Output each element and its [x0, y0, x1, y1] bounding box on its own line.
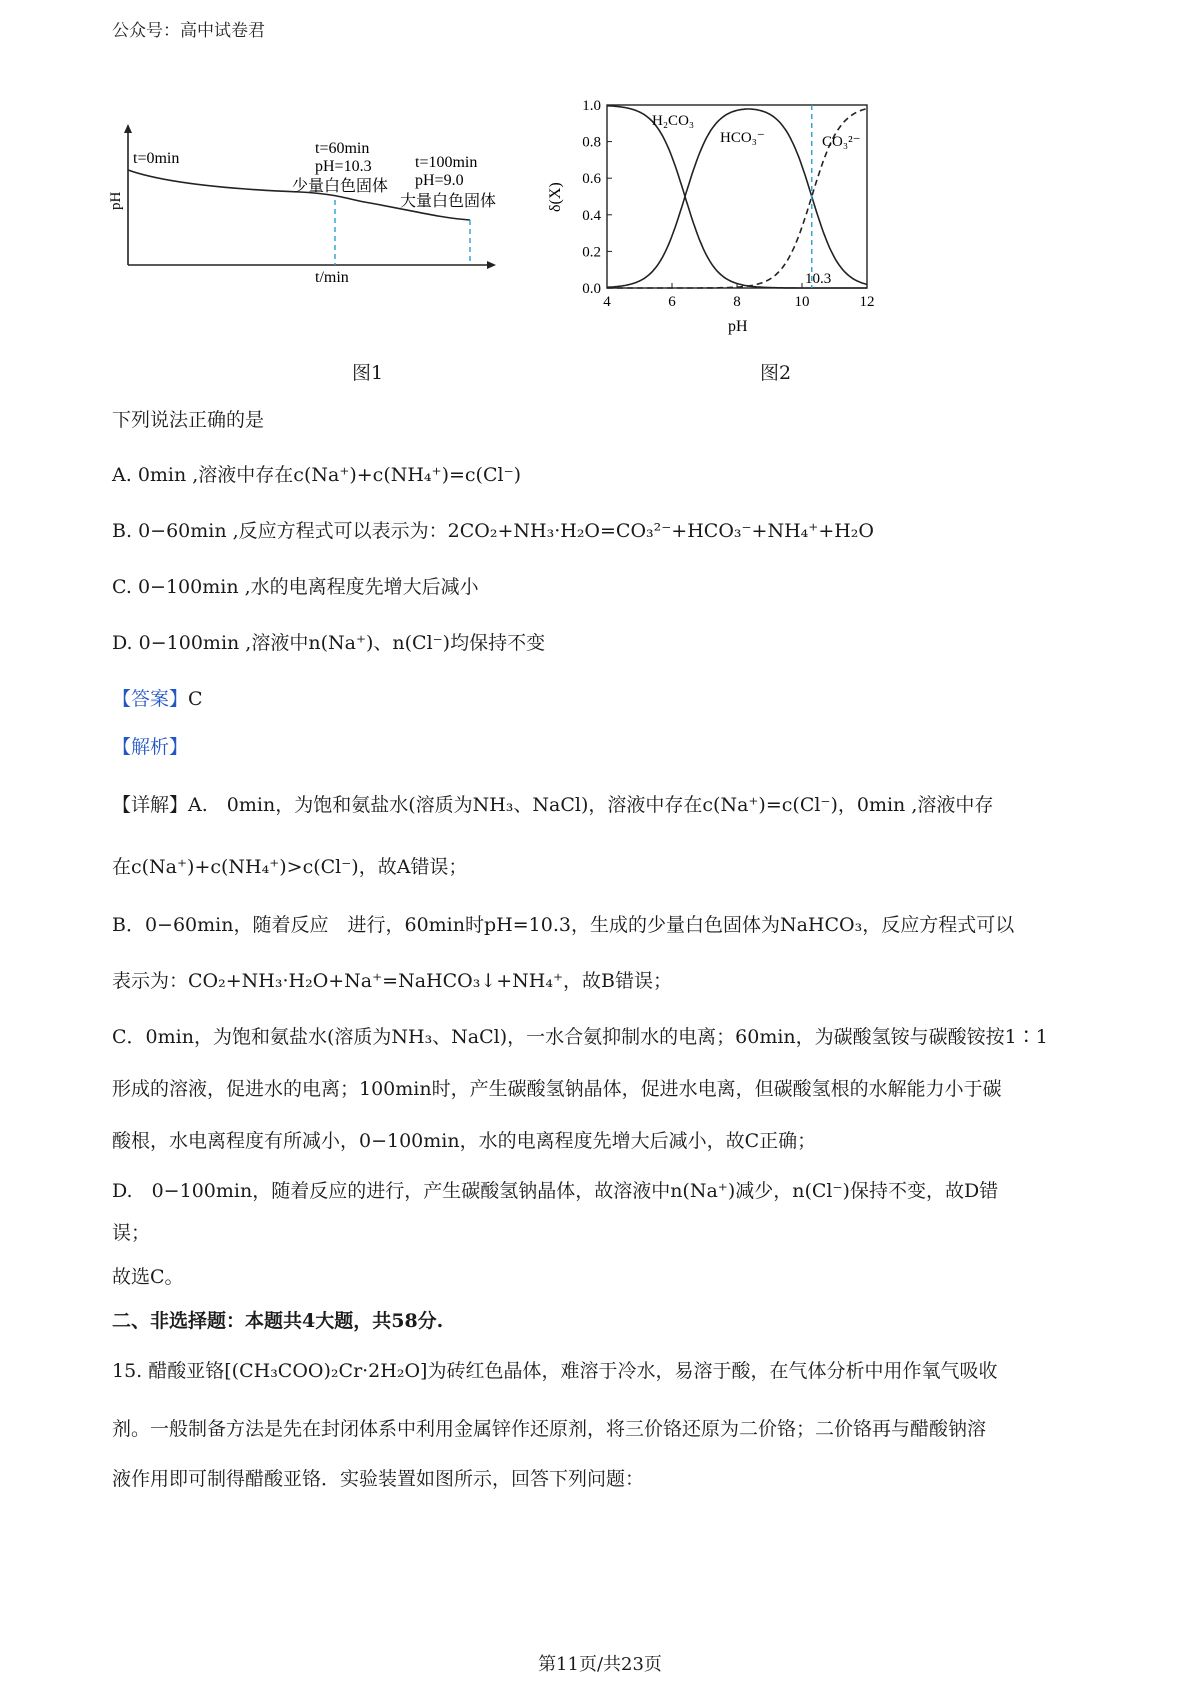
detail-line-4: C．0min，为饱和氨盐水(溶质为NH₃、NaCl)，一水合氨抑制水的电离；60min，为碳酸氢铵与碳酸铵按1∶1	[112, 1026, 1048, 1048]
figure-1-caption: 图1	[352, 362, 384, 384]
detail-tag: 【详解】	[112, 794, 189, 816]
figure-2-distribution-plot	[540, 90, 890, 335]
section-title: 二、非选择题：本题共4大题，共58分.	[112, 1310, 444, 1332]
detail-text-0: A. 0min，为饱和氨盐水(溶质为NH₃、NaCl)，溶液中存在c(Na⁺)=c(Cl⁻)，0min ,溶液中存	[188, 794, 994, 816]
option-a	[112, 460, 521, 487]
detail-line-8: 误；	[112, 1222, 151, 1244]
answer-value: C	[188, 688, 203, 710]
option-c-text: 0−100min ,水的电离程度先增大后减小	[137, 576, 479, 598]
x-tick-label: 10	[794, 294, 810, 310]
detail-line-9: 故选C。	[112, 1266, 184, 1288]
q15-line-2: 液作用即可制得醋酸亚铬．实验装置如图所示，回答下列问题：	[112, 1468, 645, 1490]
answer-line	[112, 684, 203, 711]
q15-line-0: 15. 醋酸亚铬[(CH₃COO)₂Cr·2H₂O]为砖红色晶体，难溶于冷水，易溶于酸，在气体分析中用作氧气吸收	[112, 1360, 998, 1382]
option-c	[112, 572, 479, 599]
y-tick-label: 1.0	[582, 98, 601, 114]
y-tick-label: 0.2	[582, 244, 601, 261]
figure-2-caption: 图2	[760, 362, 792, 384]
option-b-label: B.	[112, 520, 133, 542]
detail-line-1: 在c(Na⁺)+c(NH₄⁺)>c(Cl⁻)，故A错误；	[112, 856, 468, 878]
y-tick-label: 0.0	[582, 281, 601, 297]
figure-1-x-label: t/min	[315, 269, 349, 286]
y-tick-label: 0.6	[582, 171, 601, 188]
series-label-h2co3: H₂CO₃	[652, 113, 695, 129]
page-footer: 第11页/共23页	[538, 1654, 662, 1675]
option-d-label: D.	[112, 632, 133, 654]
figure-1-100min-time: t=100min	[415, 154, 478, 171]
detail-line-0	[112, 790, 993, 817]
option-d-text: 0−100min ,溶液中n(Na⁺)、n(Cl⁻)均保持不变	[138, 632, 546, 654]
option-b-text: 0−60min ,反应方程式可以表示为：2CO₂+NH₃·H₂O=CO₃²⁻+HCO₃⁻+NH₄⁺+H₂O	[138, 520, 874, 542]
option-c-label: C.	[112, 576, 132, 598]
figure-1-100min-ph: pH=9.0	[415, 172, 464, 189]
y-tick-label: 0.4	[582, 207, 601, 224]
series-label-hco3: HCO₃⁻	[720, 130, 765, 146]
series-label-co3: CO₃²⁻	[822, 134, 861, 150]
analysis-tag: 【解析】	[112, 736, 189, 758]
x-tick-label: 6	[668, 294, 676, 310]
figure-1-60min-solid: 少量白色固体	[292, 178, 389, 195]
x-tick-label: 12	[859, 294, 875, 310]
figure-2-x-label: pH	[728, 318, 748, 335]
y-tick-label: 0.8	[582, 134, 601, 151]
x-tick-label: 8	[733, 294, 741, 310]
figure-1-ph-time-plot	[100, 120, 540, 290]
figure-1-start-label: t=0min	[133, 150, 180, 167]
question-stem: 下列说法正确的是	[112, 409, 265, 431]
detail-line-2: B．0−60min，随着反应 进行，60min时pH=10.3，生成的少量白色固体为NaHCO₃，反应方程式可以	[112, 914, 1015, 936]
option-d	[112, 628, 545, 655]
q15-line-1: 剂。一般制备方法是先在封闭体系中利用金属锌作还原剂，将三价铬还原为二价铬；二价铬再与醋酸钠溶	[112, 1418, 987, 1440]
page-header: 公众号：高中试卷君	[112, 21, 265, 41]
option-b	[112, 516, 874, 543]
figure-2-y-label: δ(X)	[547, 182, 564, 212]
figure-2-marker-label: 10.3	[805, 271, 832, 287]
figure-1-100min-solid: 大量白色固体	[400, 193, 497, 210]
detail-line-6: 酸根，水电离程度有所减小，0−100min，水的电离程度先增大后减小，故C正确；	[112, 1130, 817, 1152]
option-a-label: A.	[112, 464, 132, 486]
answer-tag: 【答案】	[112, 688, 189, 710]
detail-line-5: 形成的溶液，促进水的电离；100min时，产生碳酸氢钠晶体，促进水电离，但碳酸氢根的水解能力小于碳	[112, 1078, 1002, 1100]
x-tick-label: 4	[603, 294, 611, 310]
figure-1-60min-time: t=60min	[315, 140, 370, 157]
figure-1-60min-ph: pH=10.3	[315, 158, 372, 175]
option-a-text: 0min ,溶液中存在c(Na⁺)+c(NH₄⁺)=c(Cl⁻)	[137, 464, 522, 486]
detail-line-7: D. 0−100min，随着反应的进行，产生碳酸氢钠晶体，故溶液中n(Na⁺)减少，n(Cl⁻)保持不变，故D错	[112, 1180, 999, 1202]
figure-1-y-label: pH	[108, 191, 124, 210]
detail-line-3: 表示为：CO₂+NH₃·H₂O+Na⁺=NaHCO₃↓+NH₄⁺，故B错误；	[112, 970, 672, 992]
